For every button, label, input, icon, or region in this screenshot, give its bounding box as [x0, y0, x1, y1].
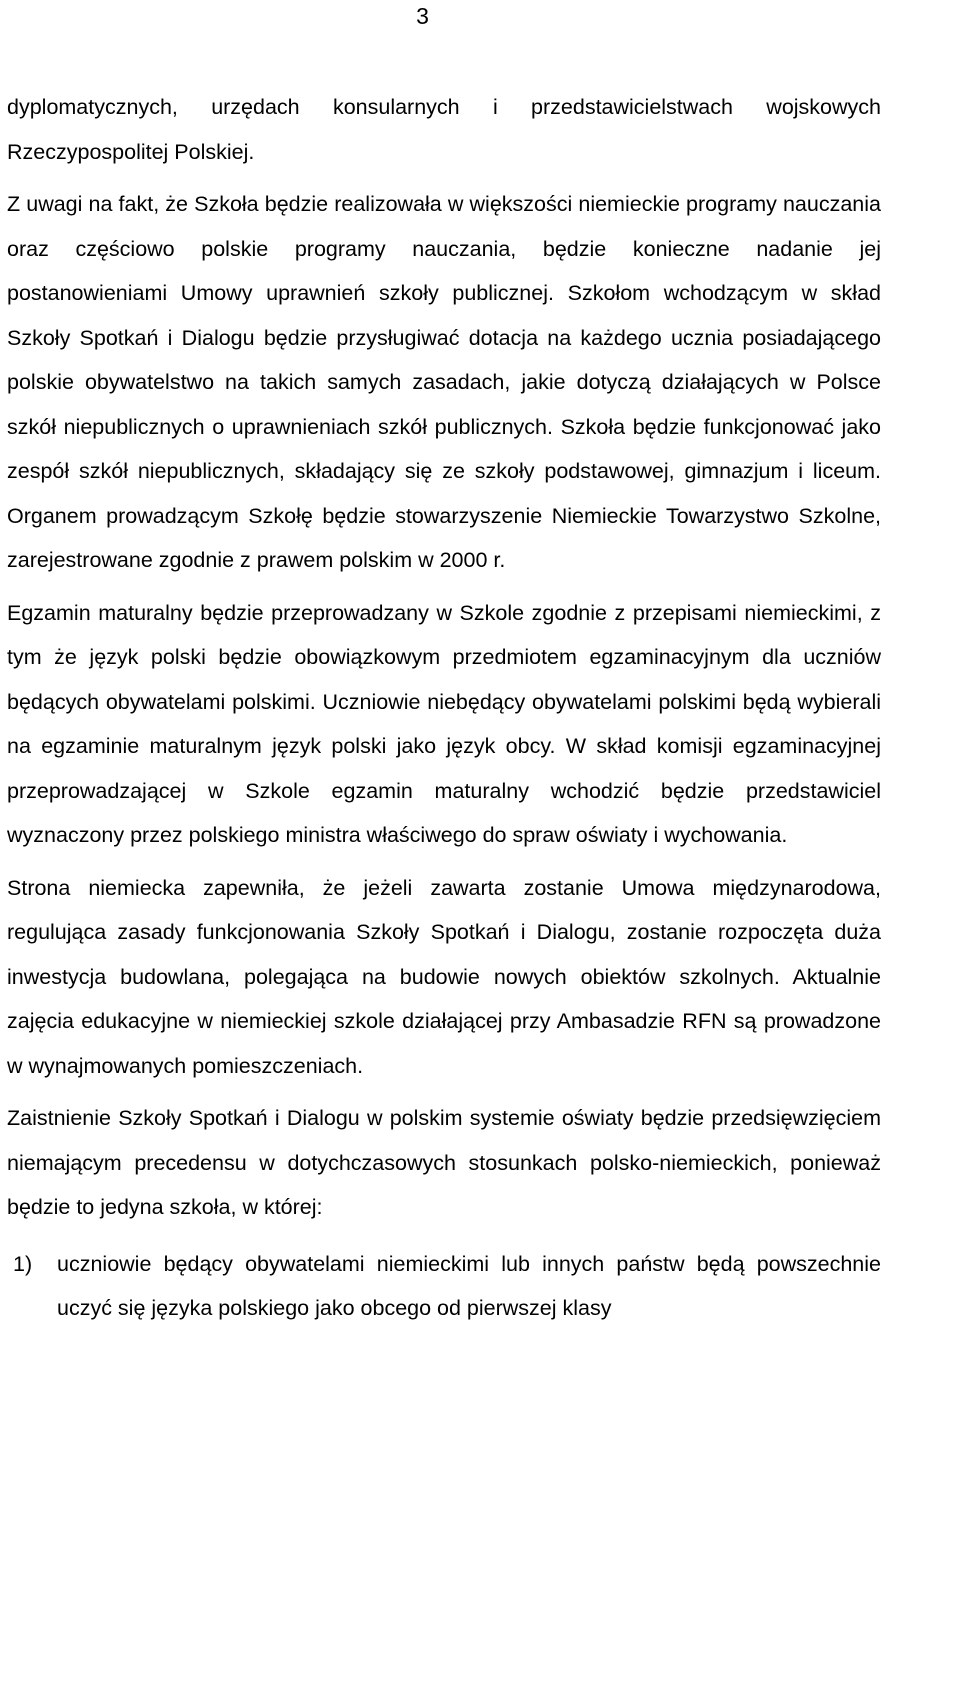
paragraph-continuation: dyplomatycznych, urzędach konsularnych i przedstawicielstwach wojskowych Rzeczypospolitej Polskiej. — [7, 95, 881, 164]
numbered-list — [7, 1242, 881, 1331]
paragraph-school-status: Z uwagi na fakt, że Szkoła będzie realizowała w większości niemieckie programy nauczania oraz częściowo polskie programy nauczania, będzie konieczne nadanie jej postanowieniami Umowy uprawnień szkoły publicznej. Szkołom wchodzącym w skład Szkoły Spotkań i Dialogu będzie przysługiwać dotacja na każdego ucznia posiadającego polskie obywatelstwo na takich samych zasadach, jakie dotyczą działających w Polsce szkół niepublicznych o uprawnieniach szkół publicznych. Szkoła będzie funkcjonować jako zespół szkół niepublicznych, składający się ze szkoły podstawowej, gimnazjum i liceum. Organem prowadzącym Szkołę będzie stowarzyszenie Niemieckie Towarzystwo Szkolne, zarejestrowane zgodnie z prawem polskim w 2000 r. — [7, 192, 881, 572]
page-number: 3 — [416, 3, 429, 29]
list-item-text: uczniowie będący obywatelami niemieckimi lub innych państw będą powszechnie uczyć się języka polskiego jako obcego od pierwszej klasy — [57, 1251, 881, 1320]
paragraph-matura-exam: Egzamin maturalny będzie przeprowadzany w Szkole zgodnie z przepisami niemieckimi, z tym że język polski będzie obowiązkowym przedmiotem egzaminacyjnym dla uczniów będących obywatelami polskimi. Uczniowie niebędący obywatelami polskimi będą wybierali na egzaminie maturalnym język polski jako język obcy. W skład komisji egzaminacyjnej przeprowadzającej w Szkole egzamin maturalny wchodzić będzie przedstawiciel wyznaczony przez polskiego ministra właściwego do spraw oświaty i wychowania. — [7, 600, 881, 847]
document-body — [7, 85, 881, 1331]
list-marker: 1) — [13, 1251, 33, 1276]
paragraph-precedent: Zaistnienie Szkoły Spotkań i Dialogu w polskim systemie oświaty będzie przedsięwzięciem niemającym precedensu w dotychczasowych stosunkach polsko-niemieckich, ponieważ będzie to jedyna szkoła, w której: — [7, 1106, 881, 1219]
paragraph-construction-investment: Strona niemiecka zapewniła, że jeżeli zawarta zostanie Umowa międzynarodowa, regulująca zasady funkcjonowania Szkoły Spotkań i Dialogu, zostanie rozpoczęta duża inwestycja budowlana, polegająca na budowie nowych obiektów szkolnych. Aktualnie zajęcia edukacyjne w niemieckiej szkole działającej przy Ambasadzie RFN są prowadzone w wynajmowanych pomieszczeniach. — [7, 875, 881, 1078]
list-item — [7, 1242, 881, 1331]
